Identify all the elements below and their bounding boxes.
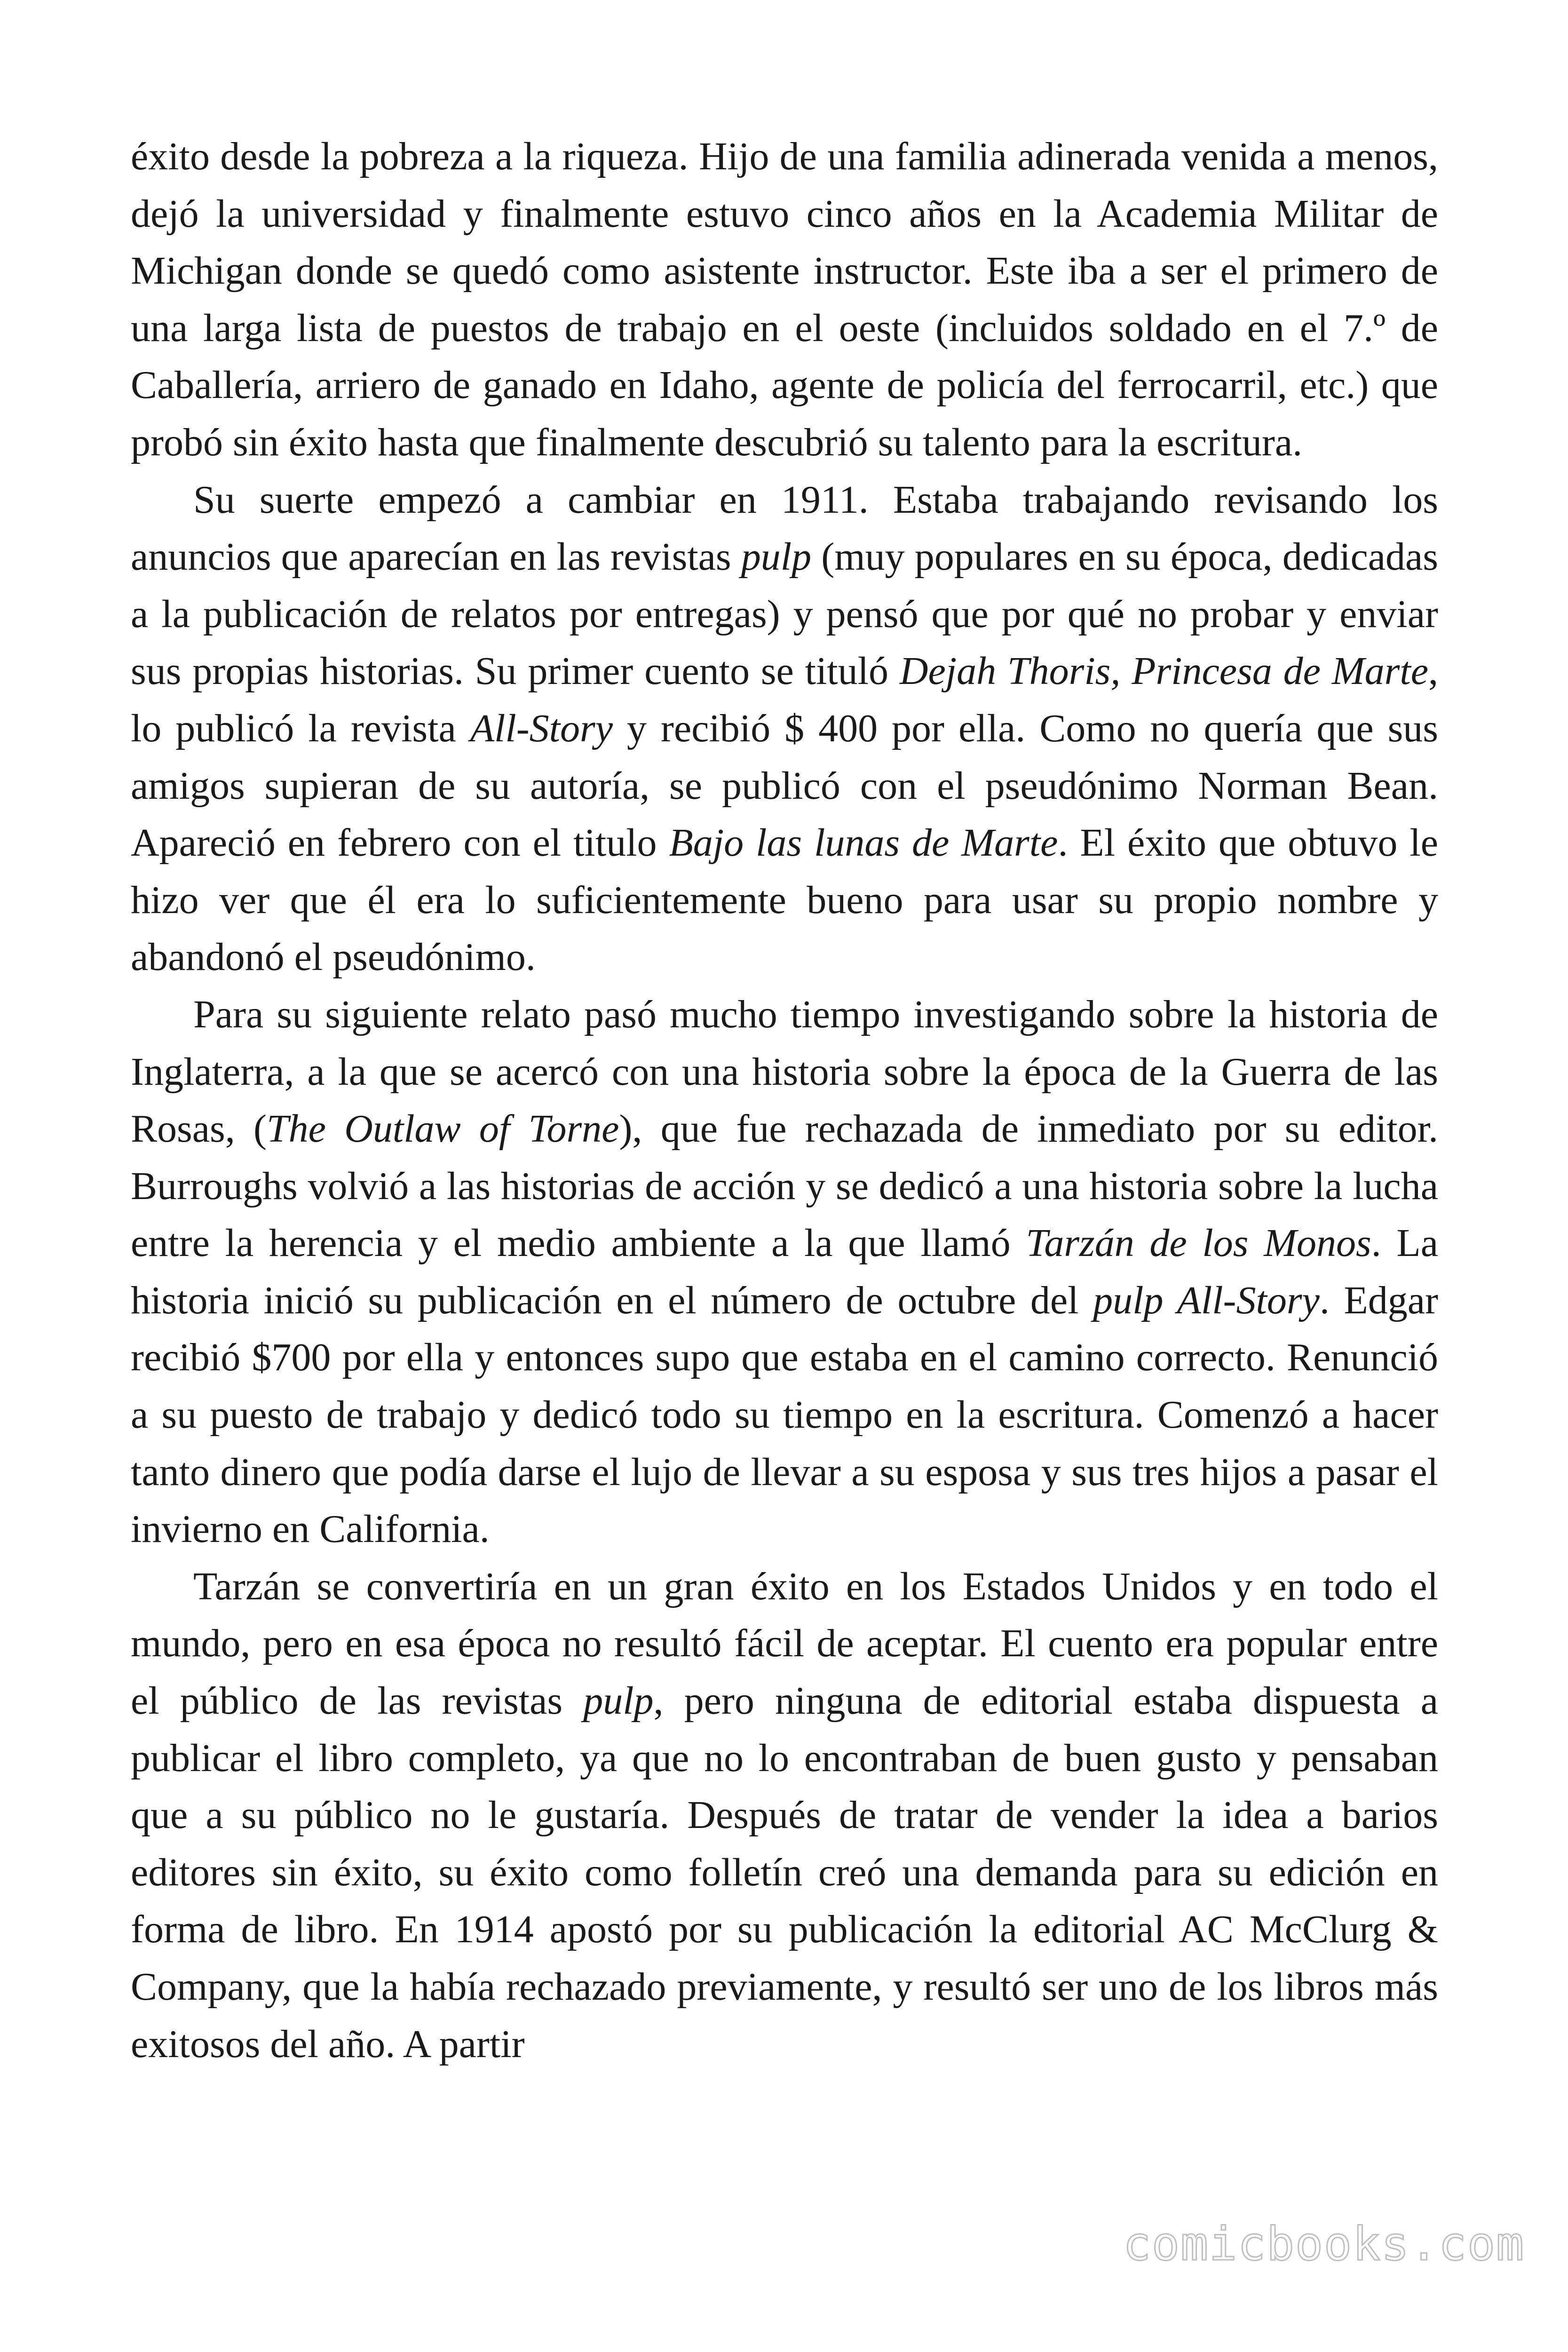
text-segment: Tarzán se convertiría en un gran éxito en los Estados Unidos y en todo el mundo, pero en esa época no resultó fácil de aceptar. El cuento era popular entre el público de las revistas bbox=[131, 1564, 1438, 1723]
text-segment: y recibió $ 400 por ella. Como no quería que sus amigos supieran de su autoría, se publicó con el pseudónimo Norman Bean. Apareció en febrero con el titulo bbox=[131, 706, 1438, 865]
italic-title: Bajo las lunas de Marte bbox=[669, 821, 1058, 865]
body-text bbox=[131, 128, 1438, 2073]
italic-title: pulp bbox=[741, 535, 812, 579]
text-segment: , lo publicó la revista bbox=[131, 649, 1438, 750]
paragraph-2 bbox=[131, 471, 1438, 986]
watermark: comicbooks.com bbox=[1123, 2217, 1525, 2271]
text-segment: . La historia inició su publicación en el número de octubre del bbox=[131, 1221, 1439, 1322]
italic-title: pulp All-Story bbox=[1093, 1278, 1320, 1322]
text-segment: (muy populares en su época, dedicadas a la publicación de relatos por entregas) y pensó que por qué no probar y enviar sus propias historias. Su primer cuento se tituló bbox=[131, 535, 1438, 693]
text-segment: éxito desde la pobreza a la riqueza. Hijo de una familia adinerada venida a menos, dejó la universidad y finalmente estuvo cinco años en la Academia Militar de Michigan donde se quedó como asistente instructor. Este iba a ser el primero de una larga lista de puestos de trabajo en el oeste (incluidos soldado en el 7.º de Caballería, arriero de ganado en Idaho, agente de policía del ferrocarril, etc.) que probó sin éxito hasta que finalmente descubrió su talento para la escritura. bbox=[131, 135, 1438, 464]
text-segment: Para su siguiente relato pasó mucho tiempo investigando sobre la historia de Inglaterra, a la que se acercó con una historia sobre la época de la Guerra de las Rosas, ( bbox=[131, 992, 1438, 1151]
text-segment: . El éxito que obtuvo le hizo ver que él era lo suficientemente bueno para usar su propio nombre y abandonó el pseudónimo. bbox=[131, 821, 1438, 979]
italic-title: pulp bbox=[583, 1679, 654, 1723]
italic-title: The Outlaw of Torne bbox=[266, 1107, 619, 1151]
paragraph-1 bbox=[131, 128, 1438, 471]
text-segment: . Edgar recibió $700 por ella y entonces supo que estaba en el camino correcto. Renunció a su puesto de trabajo y dedicó todo su tiempo en la escritura. Comenzó a hacer tanto dinero que podía darse el lujo de llevar a su esposa y sus tres hijos a pasar el invierno en California. bbox=[131, 1278, 1438, 1551]
italic-title: All-Story bbox=[470, 706, 613, 750]
text-segment: Su suerte empezó a cambiar en 1911. Estaba trabajando revisando los anuncios que aparecían en las revistas bbox=[131, 477, 1438, 579]
italic-title: Tarzán de los Monos bbox=[1026, 1221, 1371, 1265]
paragraph-3 bbox=[131, 986, 1438, 1558]
text-segment: , pero ninguna de editorial estaba dispuesta a publicar el libro completo, ya que no lo encontraban de buen gusto y pensaban que a su público no le gustaría. Después de tratar de vender la idea a barios editores sin éxito, su éxito como folletín creó una demanda para su edición en forma de libro. En 1914 apostó por su publicación la editorial AC McClurg & Company, que la había rechazado previamente, y resultó ser uno de los libros más exitosos del año. A partir bbox=[131, 1679, 1438, 2066]
text-segment: ), que fue rechazada de inmediato por su editor. Burroughs volvió a las historias de acción y se dedicó a una historia sobre la lucha entre la herencia y el medio ambiente a la que llamó bbox=[131, 1107, 1438, 1265]
italic-title: Dejah Thoris, Princesa de Marte bbox=[899, 649, 1428, 693]
paragraph-4 bbox=[131, 1558, 1438, 2073]
